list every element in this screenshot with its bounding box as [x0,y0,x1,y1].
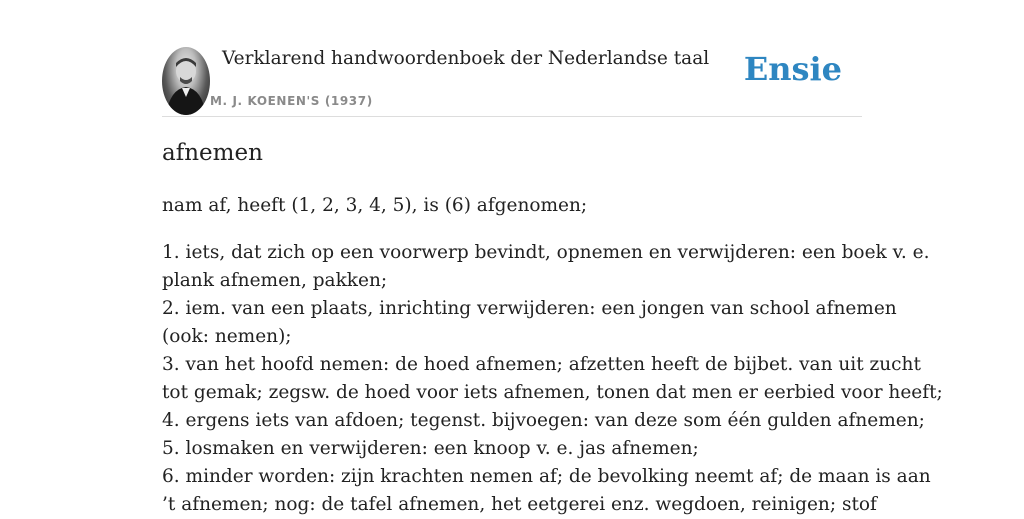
definition-line: 6. minder worden: zijn krachten nemen af; de bevolking neemt af; de maan is aan [162,466,931,487]
ensie-logo[interactable]: Ensie [743,50,842,88]
inflection-forms: nam af, heeft (1, 2, 3, 4, 5), is (6) afgenomen; [162,195,588,216]
site-header [162,46,862,117]
definition-line: 4. ergens iets van afdoen; tegenst. bijvoegen: van deze som één gulden afnemen; [162,410,925,431]
definition-line: plank afnemen, pakken; [162,270,388,291]
author-portrait [162,47,210,115]
entry-definition [162,192,943,519]
definition-line: tot gemak; zegsw. de hoed voor iets afnemen, tonen dat men er eerbied voor heeft; [162,382,943,403]
definition-line: (ook: nemen); [162,326,292,347]
headword: afnemen [162,140,263,166]
book-subtitle: M. J. KOENEN'S (1937) [210,94,373,108]
definition-line: 2. iem. van een plaats, inrichting verwijderen: een jongen van school afnemen [162,298,897,319]
book-title: Verklarend handwoordenboek der Nederlandse taal [222,48,710,69]
definition-line: 5. losmaken en verwijderen: een knoop v. e. jas afnemen; [162,438,699,459]
definition-line: 1. iets, dat zich op een voorwerp bevindt, opnemen en verwijderen: een boek v. e. [162,242,930,263]
definition-line: ’t afnemen; nog: de tafel afnemen, het eetgerei enz. wegdoen, reinigen; stof [162,494,877,515]
definition-line: 3. van het hoofd nemen: de hoed afnemen; afzetten heeft de bijbet. van uit zucht [162,354,921,375]
